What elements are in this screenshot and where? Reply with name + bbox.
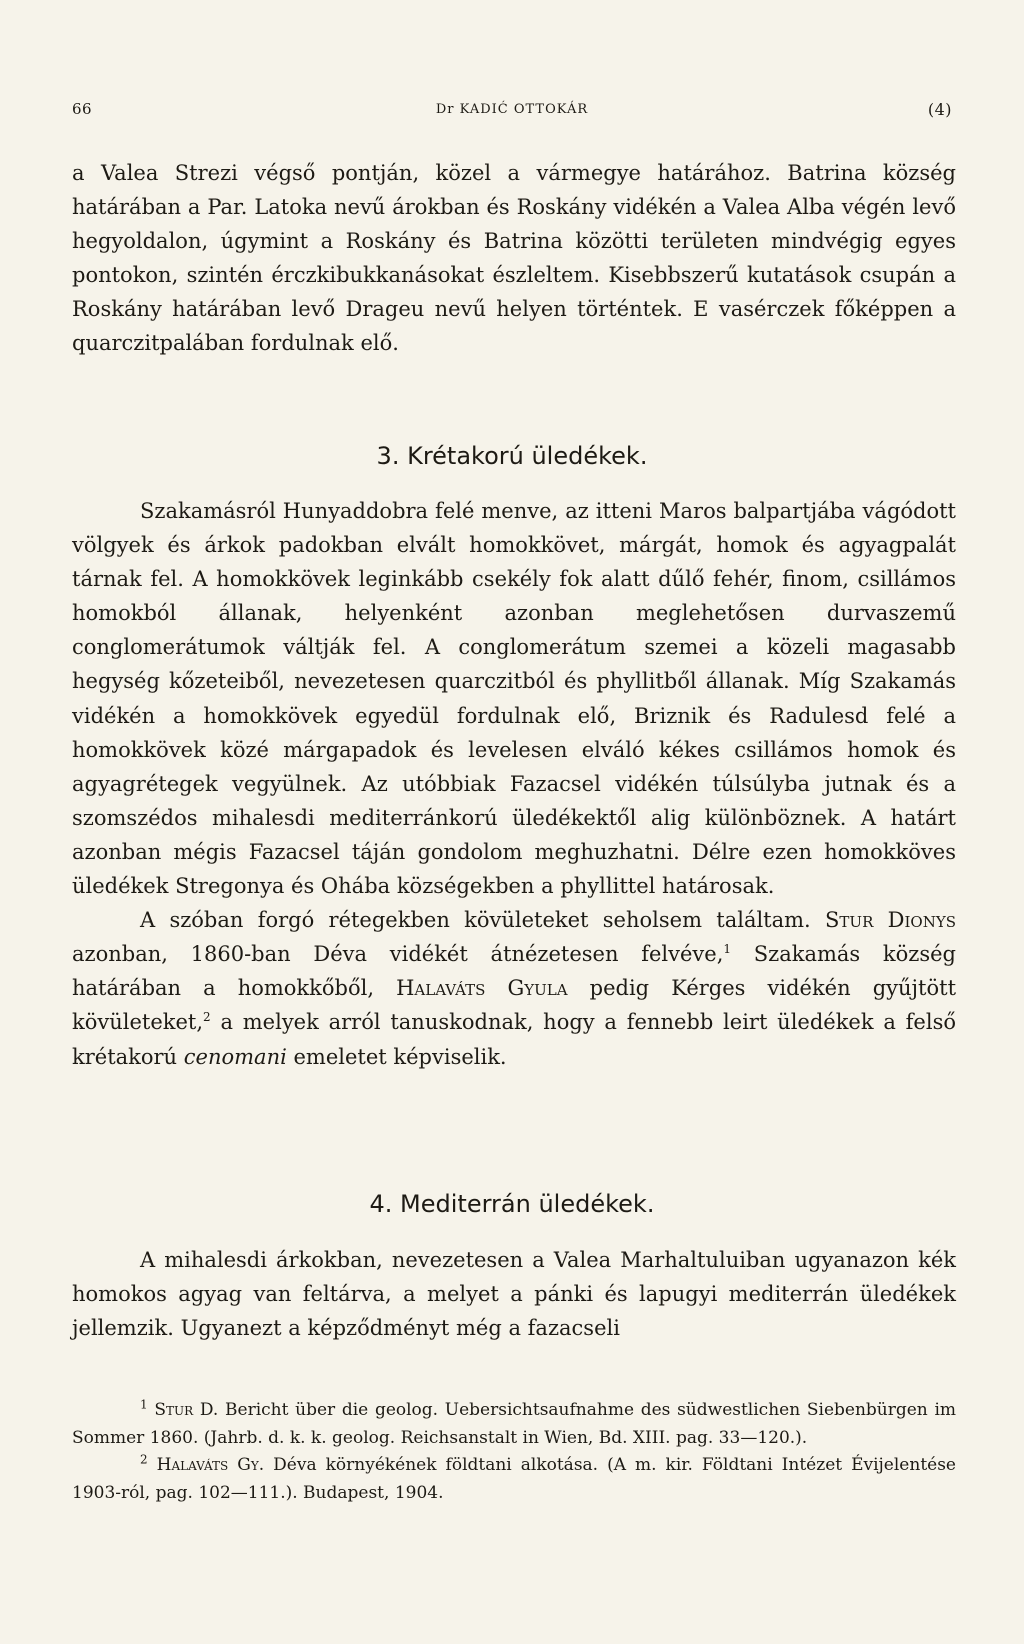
section-heading-3: 3. Krétakorú üledékek. xyxy=(376,442,648,470)
author-name: Halaváts Gyula xyxy=(396,976,568,1001)
section-4-body: A mihalesdi árkokban, nevezetesen a Valea Marhaltuluiban ugyanazon kék homokos agyag van feltárva, a melyet a pánki és lapugyi mediterrán üledékek jellemzik. Ugyanezt a képződményt még a fazacseli xyxy=(72,1248,956,1341)
author-name: Stur Dionys xyxy=(825,908,957,933)
footnotes xyxy=(72,1397,956,1507)
footnote: $^1$ Stur D. Bericht über die geolog. Uebersichtsaufnahme des südwestlichen Siebenbürgen im Sommer 1860. (Jahrb. d. k. k. geolog. Reichsanstalt in Wien, Bd. XIII. pag. 33—120.). xyxy=(72,1397,957,1448)
paragraph-continued: a Valea Strezi végső pontján, közel a vármegye határához. Batrina község határában a Par. Latoka nevű árokban és Roskány vidékén a Valea Alba végén levő hegyoldalon, úgymint a Roskány és Batrina közötti területen mindvégig egyes pontokon, szintén érczkibukkanásokat észleltem. Kisebbszerű kutatások csupán a Roskány határában levő Drageu nevű helyen történtek. E vasérczek főképpen a quarczitpalában fordulnak elő. xyxy=(72,161,956,356)
page-number: 66 xyxy=(72,100,93,118)
part-number: (4) xyxy=(927,100,952,119)
footnote: $^2$ Halaváts Gy. Déva környékének földtani alkotása. (A m. kir. Földtani Intézet Évijelentése 1903-ról, pag. 102—111.). Budapest, 1904. xyxy=(72,1452,956,1503)
footnote-ref: 2 xyxy=(203,1010,211,1025)
section-heading-4: 4. Mediterrán üledékek. xyxy=(369,1190,655,1218)
paragraph: Szakamásról Hunyaddobra felé menve, az itteni Maros balpartjába vágódott völgyek és árkok padokban elvált homokkövet, márgát, homok és agyagpalát tárnak fel. A homokkövek leginkább csekély fok alatt dűlő fehér, finom, csillámos homokból állanak, helyenként azonban meglehetősen durvaszemű conglomerátumok váltják fel. A conglomerátum szemei a közeli magasabb hegység kőzeteiből, nevezetesen quarczitból és phyllitből állanak. Míg Szakamás vidékén a homokkövek egyedül fordulnak elő, Briznik és Radulesd felé a homokkövek közé márgapadok és levelesen elváló kékes csillámos homok és agyagrétegek vegyülnek. Az utóbbiak Fazacsel vidékén túlsúlyba jutnak és a szomszédos mihalesdi mediterránkorú üledékektől alig különböznek. A határt azonban mégis Fazacsel táján gondolom meghuzhatni. Délre ezen homokköves üledékek Stregonya és Ohába községekben a phyllittel határosak. xyxy=(72,499,956,899)
section-3-body xyxy=(72,494,956,1074)
paragraph: A szóban forgó rétegekben kövületeket seholsem találtam. Stur Dionys azonban, 1860-ban Déva vidékét átnézetesen felvéve,$^1$ Szakamás község határában a homokkőből, Halaváts Gyula pedig Kérges vidékén gyűjtött kövületeket,$^2$ a melyek arról tanuskodnak, hogy a fennebb leirt üledékek a felső krétakorú cenomani emeletet képviselik. xyxy=(72,908,957,1069)
running-head-author: Dr KADIĆ OTTOKÁR xyxy=(435,102,589,117)
italic-term: cenomani xyxy=(183,1044,287,1069)
running-head xyxy=(72,100,952,124)
footnote-ref: 1 xyxy=(723,942,732,957)
